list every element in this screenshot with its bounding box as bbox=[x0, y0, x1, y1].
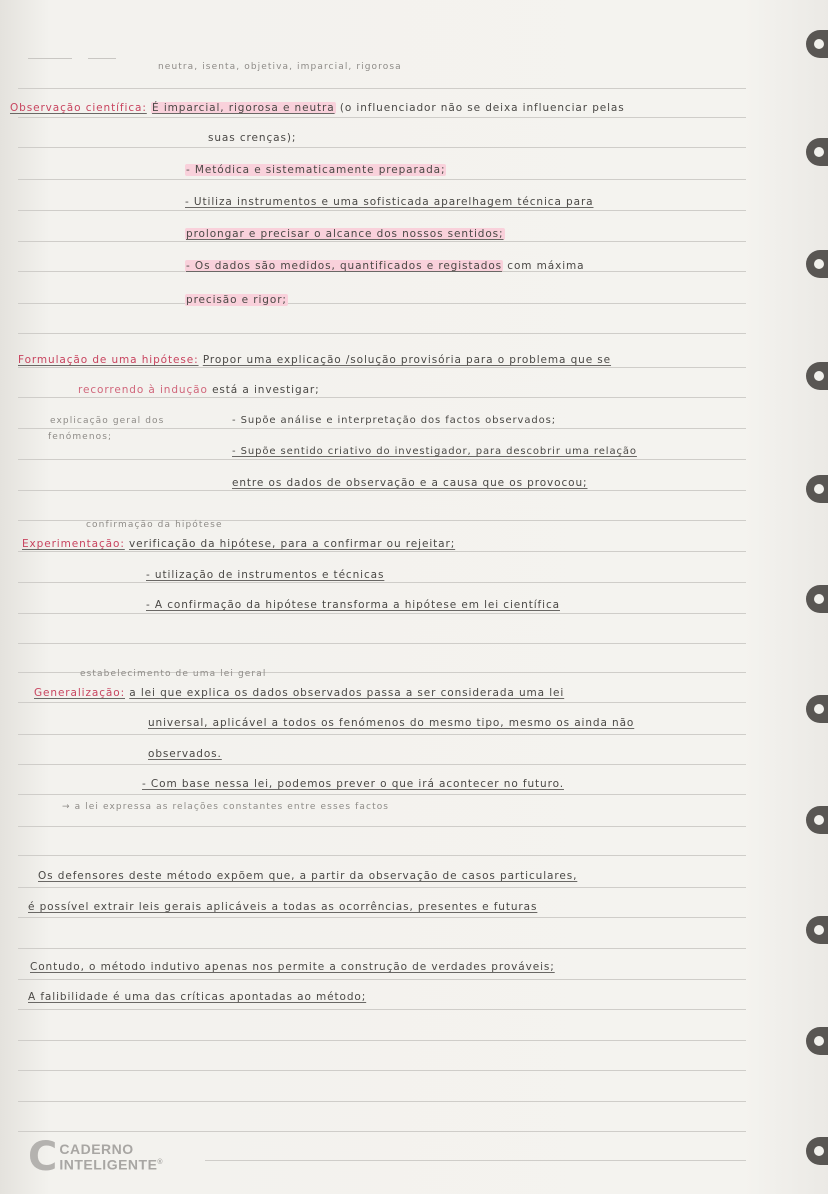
ruled-line bbox=[18, 459, 746, 460]
observacao-line-1 bbox=[10, 101, 625, 115]
conclusao-p1-line-2: é possível extrair leis gerais aplicáveis a todas as ocorrências, presentes e futuras bbox=[28, 901, 538, 913]
ruled-line bbox=[18, 702, 746, 703]
ruled-line bbox=[18, 88, 746, 89]
generalizacao-title: Generalização: bbox=[34, 687, 126, 699]
ruled-line bbox=[18, 826, 746, 827]
hipotese-line-1: Formulação de uma hipótese: Propor uma explicação /solução provisória para o problema que se bbox=[18, 354, 612, 366]
hipotese-bullet-2: - Supõe sentido criativo do investigador, para descobrir uma relação bbox=[232, 446, 637, 457]
ruled-line bbox=[18, 1040, 746, 1041]
experimentacao-note: confirmação da hipótese bbox=[86, 520, 223, 530]
hipotese-title: Formulação de uma hipótese: bbox=[18, 354, 199, 366]
experimentacao-line-1: Experimentação: verificação da hipótese, para a confirmar ou rejeitar; bbox=[22, 538, 456, 550]
binder-ring-icon bbox=[806, 475, 828, 503]
conclusao-p1-line-1: Os defensores deste método expõem que, a partir da observação de casos particulares, bbox=[38, 870, 578, 882]
conclusao-p2-line-1: Contudo, o método indutivo apenas nos permite a construção de verdades prováveis; bbox=[30, 961, 555, 973]
ruled-line bbox=[18, 764, 746, 765]
generalizacao-line-3: observados. bbox=[148, 748, 222, 760]
binder-ring-icon bbox=[806, 1137, 828, 1165]
ruled-line bbox=[205, 1160, 746, 1161]
binder-ring-icon bbox=[806, 138, 828, 166]
ruled-line bbox=[18, 210, 746, 211]
ruled-line bbox=[18, 643, 746, 644]
hipotese-line-2: recorrendo à indução está a investigar; bbox=[78, 384, 320, 396]
ruled-line bbox=[18, 1070, 746, 1071]
ruled-line bbox=[18, 887, 746, 888]
ruled-line bbox=[18, 367, 746, 368]
observacao-highlight: É imparcial, rigorosa e neutra bbox=[152, 102, 335, 114]
header-rule bbox=[88, 58, 116, 59]
binder-ring-icon bbox=[806, 1027, 828, 1055]
logo-line-2: INTELIGENTE® bbox=[59, 1156, 164, 1173]
ruled-line bbox=[18, 303, 746, 304]
header-note: neutra, isenta, objetiva, imparcial, rigorosa bbox=[158, 62, 402, 72]
binder-ring-icon bbox=[806, 250, 828, 278]
binder-ring-icon bbox=[806, 695, 828, 723]
logo-line-1: CADERNO bbox=[59, 1141, 134, 1158]
ruled-line bbox=[18, 734, 746, 735]
ruled-line bbox=[18, 490, 746, 491]
ruled-line bbox=[18, 333, 746, 334]
hipotese-side-note-2: fenómenos; bbox=[48, 432, 113, 442]
ruled-line bbox=[18, 855, 746, 856]
generalizacao-line-1: Generalização: a lei que explica os dados observados passa a ser considerada uma lei bbox=[34, 687, 565, 699]
ruled-line bbox=[18, 551, 746, 552]
binder-ring-icon bbox=[806, 916, 828, 944]
ruled-line bbox=[18, 917, 746, 918]
observacao-bullet-1: - Metódica e sistematicamente preparada; bbox=[186, 164, 446, 176]
header-rule bbox=[28, 58, 72, 59]
ruled-line bbox=[18, 117, 746, 118]
ruled-line bbox=[18, 1101, 746, 1102]
ruled-line bbox=[18, 613, 746, 614]
experimentacao-bullet-2: - A confirmação da hipótese transforma a hipótese em lei científica bbox=[146, 599, 560, 611]
binder-ring-icon bbox=[806, 362, 828, 390]
generalizacao-note: estabelecimento de uma lei geral bbox=[80, 669, 267, 679]
hipotese-side-note-1: explicação geral dos bbox=[50, 416, 165, 426]
ruled-line bbox=[18, 147, 746, 148]
experimentacao-bullet-1: - utilização de instrumentos e técnicas bbox=[146, 569, 385, 581]
ruled-line bbox=[18, 979, 746, 980]
ruled-line bbox=[18, 948, 746, 949]
ruled-line bbox=[18, 179, 746, 180]
generalizacao-note-2: → a lei expressa as relações constantes entre esses factos bbox=[62, 802, 390, 812]
generalizacao-bullet-1: - Com base nessa lei, podemos prever o que irá acontecer no futuro. bbox=[142, 778, 564, 790]
observacao-bullet-3-cont: precisão e rigor; bbox=[186, 294, 287, 306]
ruled-line bbox=[18, 397, 746, 398]
binder-ring-icon bbox=[806, 806, 828, 834]
generalizacao-line-2: universal, aplicável a todos os fenómenos do mesmo tipo, mesmo os ainda não bbox=[148, 717, 635, 729]
observacao-title: Observação científica: bbox=[10, 102, 147, 114]
ruled-line bbox=[18, 1131, 746, 1132]
hipotese-bullet-1: - Supõe análise e interpretação dos factos observados; bbox=[232, 415, 557, 426]
ruled-line bbox=[18, 794, 746, 795]
binder-ring-icon bbox=[806, 585, 828, 613]
ruled-line bbox=[18, 428, 746, 429]
conclusao-p2-line-2: A falibilidade é uma das críticas apontadas ao método; bbox=[28, 991, 367, 1003]
hipotese-bullet-2-cont: entre os dados de observação e a causa que os provocou; bbox=[232, 477, 588, 489]
observacao-bullet-2-cont: prolongar e precisar o alcance dos nossos sentidos; bbox=[186, 228, 504, 240]
caderno-inteligente-logo bbox=[28, 1134, 164, 1180]
experimentacao-title: Experimentação: bbox=[22, 538, 125, 550]
observacao-bullet-2: - Utiliza instrumentos e uma sofisticada aparelhagem técnica para bbox=[185, 196, 594, 208]
observacao-line-2: suas crenças); bbox=[208, 132, 297, 144]
binder-ring-icon bbox=[806, 30, 828, 58]
ruled-line bbox=[18, 241, 746, 242]
observacao-text: (o influenciador não se deixa influenciar pelas bbox=[339, 102, 625, 114]
logo-c-icon: C bbox=[28, 1134, 58, 1180]
ruled-line bbox=[18, 582, 746, 583]
ruled-line bbox=[18, 1009, 746, 1010]
observacao-bullet-3: - Os dados são medidos, quantificados e registados com máxima bbox=[186, 260, 585, 272]
